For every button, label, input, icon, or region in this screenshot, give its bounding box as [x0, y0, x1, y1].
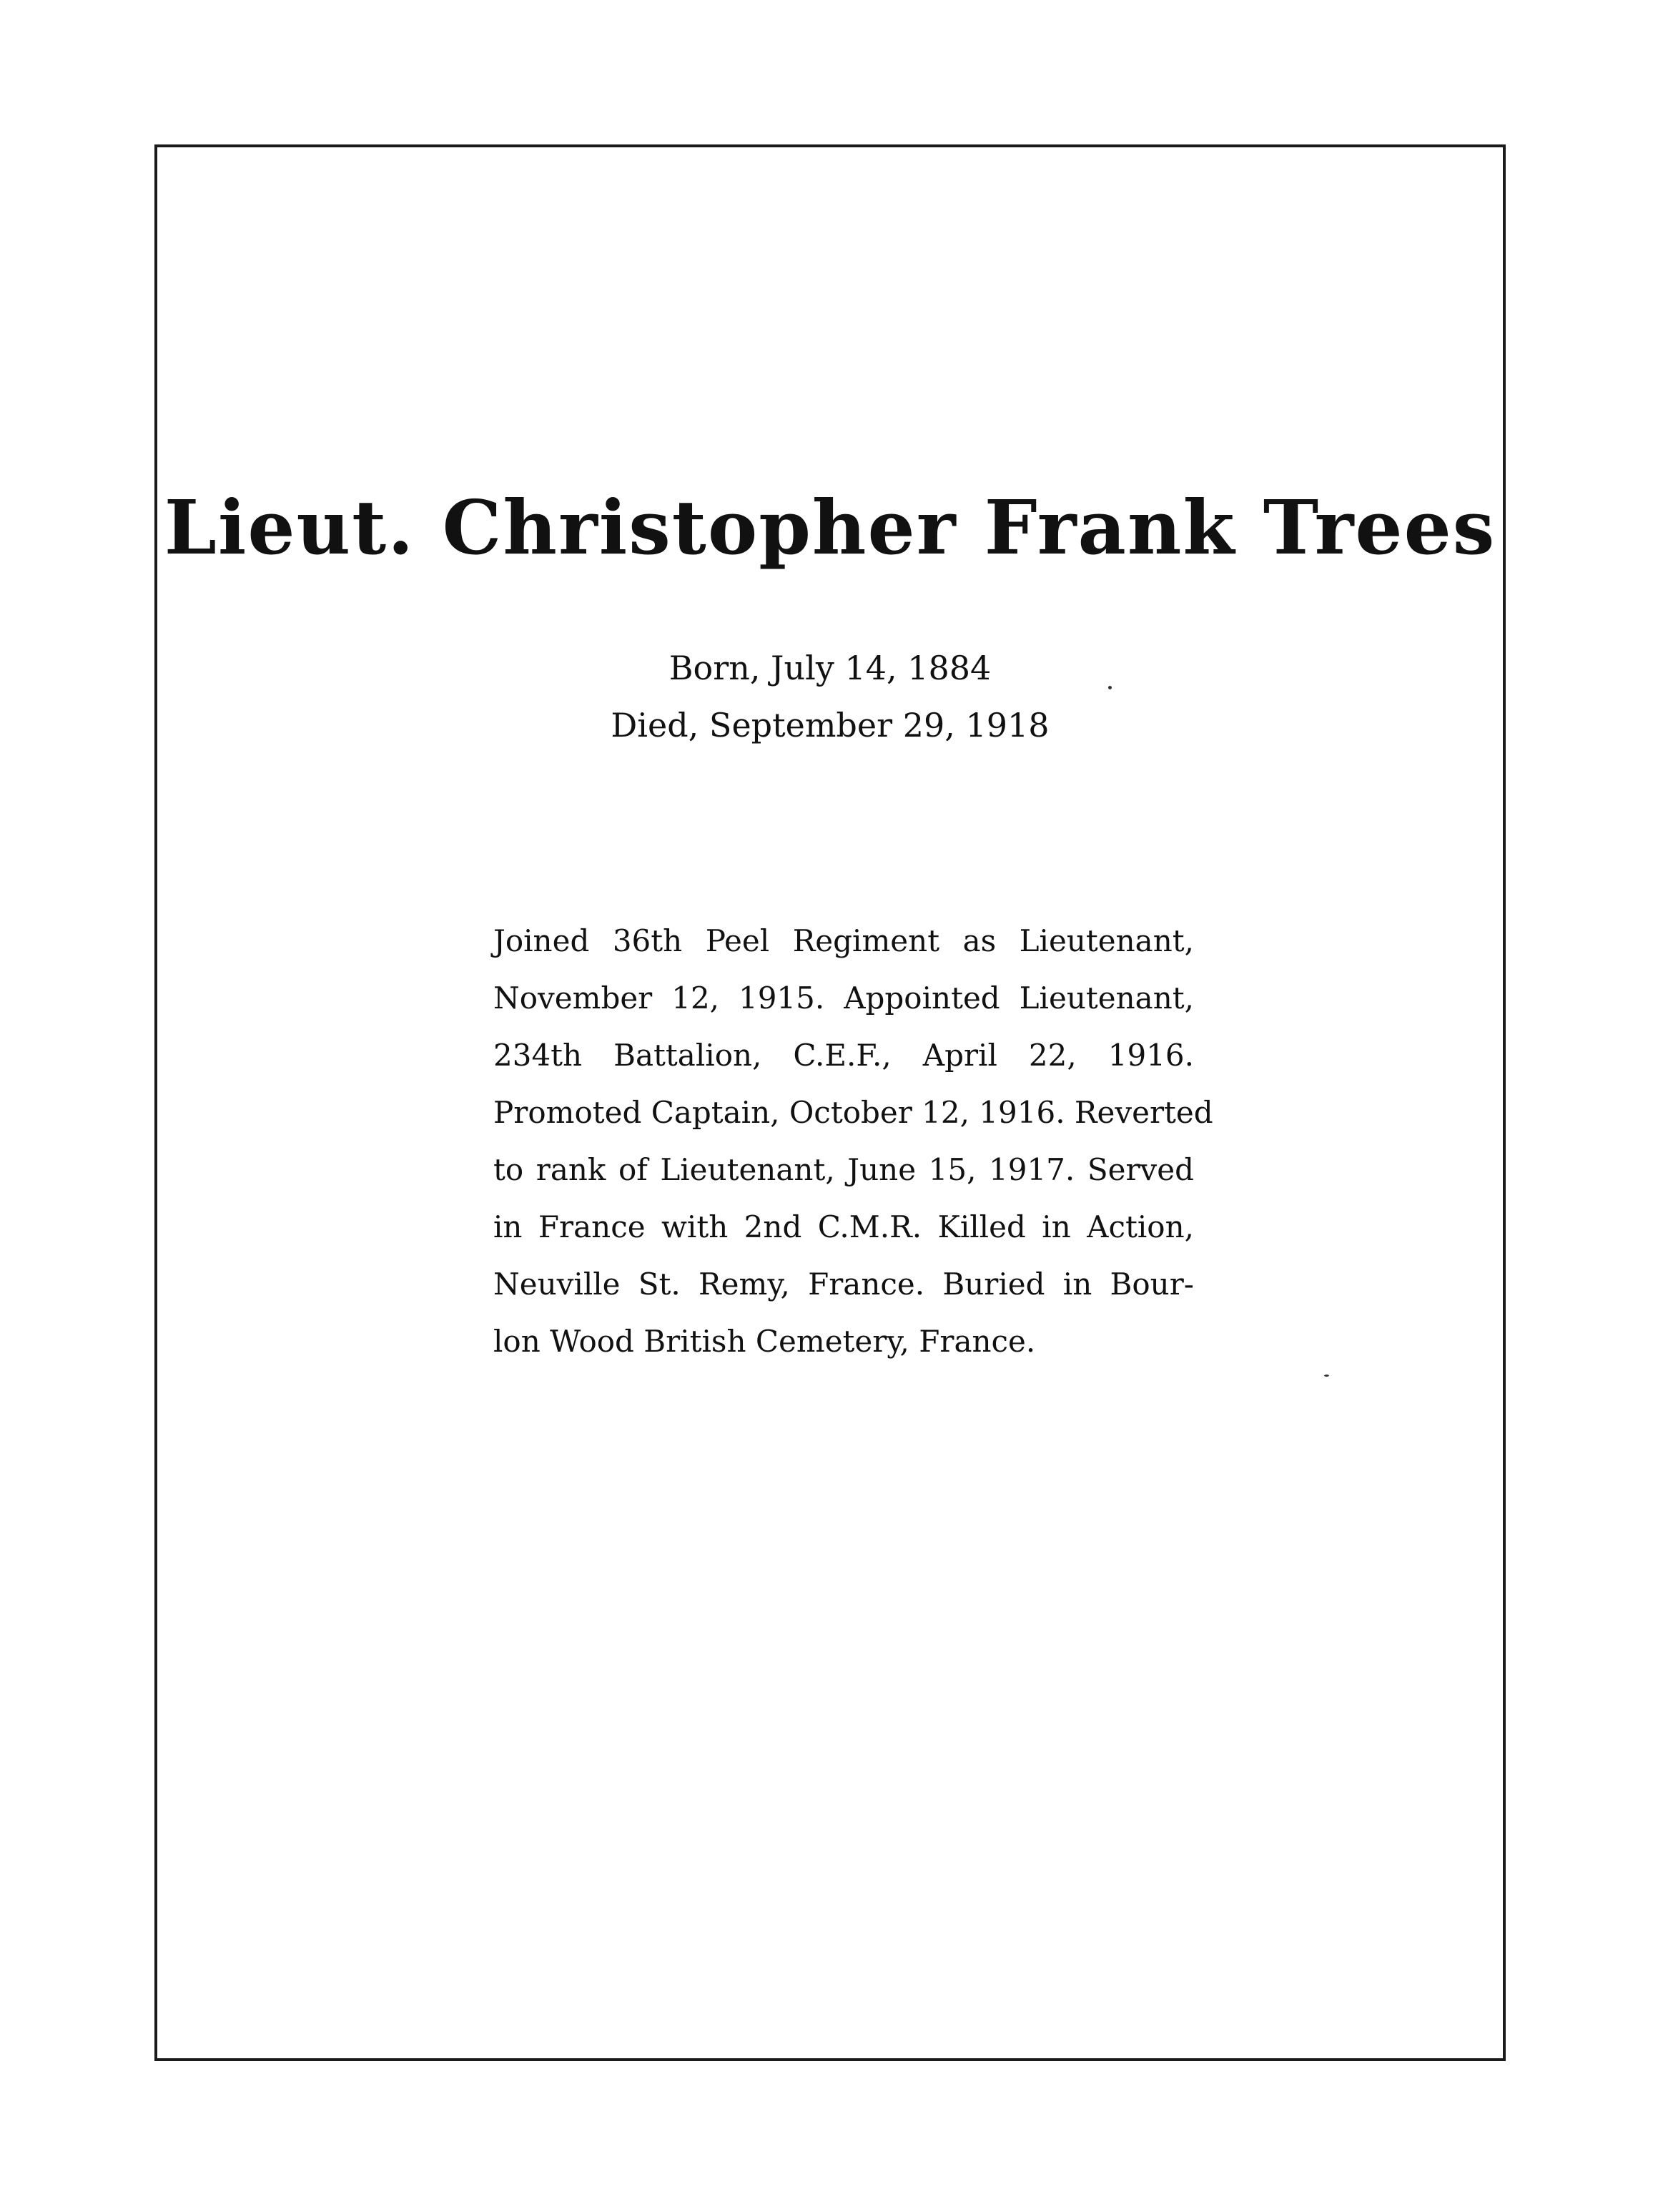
biography-line: in France with 2nd C.M.R. Killed in Action, — [493, 1209, 1194, 1244]
biography-line: Neuville St. Remy, France. Buried in Bour- — [493, 1267, 1194, 1302]
biography-line: 234th Battalion, C.E.F., April 22, 1916. — [493, 1038, 1194, 1073]
memorial-title: Lieut. Christopher Frank Trees — [164, 483, 1496, 571]
biography-line: to rank of Lieutenant, June 15, 1917. Served — [493, 1152, 1194, 1187]
page-border-frame — [154, 144, 1506, 2061]
scan-speck — [1108, 686, 1112, 689]
birth-date: Born, July 14, 1884 — [668, 649, 992, 687]
biography-line: Promoted Captain, October 12, 1916. Reverted — [493, 1095, 1213, 1130]
biography-paragraph — [493, 913, 1213, 1370]
biography-line: Joined 36th Peel Regiment as Lieutenant, — [493, 923, 1194, 958]
life-dates — [157, 639, 1503, 754]
biography-line: November 12, 1915. Appointed Lieutenant, — [493, 980, 1194, 1016]
death-date: Died, September 29, 1918 — [611, 706, 1050, 744]
scan-speck — [1324, 1375, 1329, 1377]
biography-line: lon Wood British Cemetery, France. — [493, 1324, 1036, 1359]
